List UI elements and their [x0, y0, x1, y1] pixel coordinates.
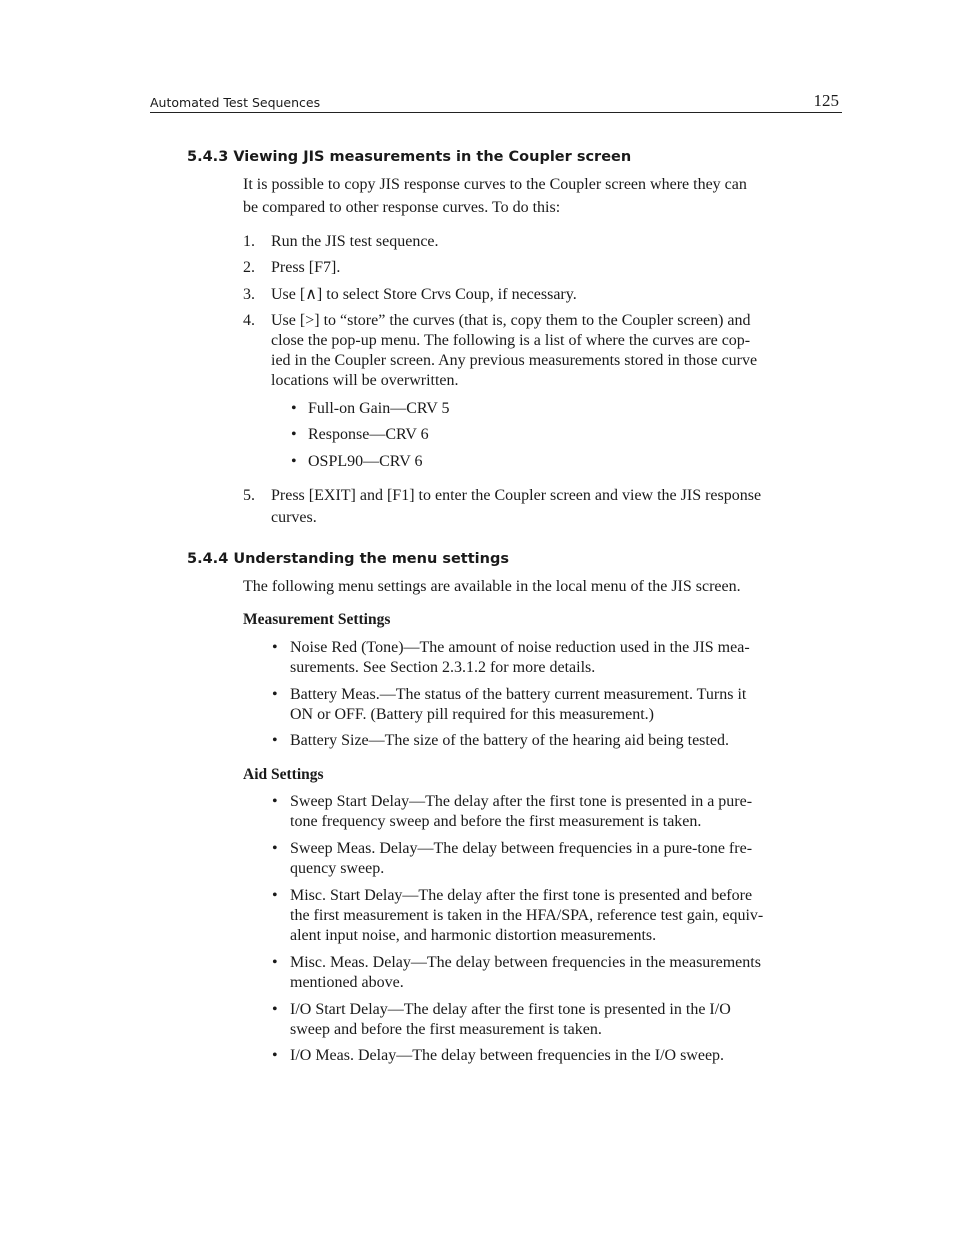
bullet-icon: •: [291, 426, 297, 443]
bullet-icon: •: [291, 453, 297, 470]
setting-item: [290, 953, 842, 993]
step-line: Press [EXIT] and [F1] to enter the Coupler screen and view the JIS response: [271, 487, 762, 504]
setting-line: surements. See Section 2.3.1.2 for more details.: [290, 659, 596, 676]
bullet-icon: •: [272, 954, 278, 971]
setting-item: [290, 792, 842, 832]
setting-line: the first measurement is taken in the HFA/SPA, reference test gain, equiv-: [290, 907, 764, 924]
curve-list-item: Full-on Gain—CRV 5: [308, 400, 450, 417]
bullet-icon: •: [272, 686, 278, 703]
setting-line: I/O Start Delay—The delay after the first tone is presented in the I/O: [290, 1001, 731, 1018]
measurement-settings-title: Measurement Settings: [243, 611, 391, 628]
bullet-icon: •: [291, 400, 297, 417]
setting-line: alent input noise, and harmonic distortion measurements.: [290, 927, 657, 944]
setting-line: quency sweep.: [290, 860, 385, 877]
setting-item: [290, 685, 842, 725]
step-line: locations will be overwritten.: [271, 372, 459, 389]
step-line: ied in the Coupler screen. Any previous measurements stored in those curve: [271, 352, 758, 369]
setting-item: [290, 731, 842, 751]
step-number: 2.: [243, 259, 255, 276]
setting-item: [290, 886, 842, 946]
bullet-icon: •: [272, 1047, 278, 1064]
running-header: [150, 90, 842, 113]
running-title: Automated Test Sequences: [150, 95, 321, 110]
setting-line: sweep and before the first measurement is taken.: [290, 1021, 602, 1038]
setting-item: [290, 1000, 842, 1040]
setting-line: Sweep Start Delay—The delay after the first tone is presented in a pure-: [290, 793, 753, 810]
step-line: curves.: [271, 509, 317, 526]
setting-line: Misc. Start Delay—The delay after the first tone is presented and before: [290, 887, 753, 904]
setting-line: Battery Meas.—The status of the battery current measurement. Turns it: [290, 686, 747, 703]
setting-line: Noise Red (Tone)—The amount of noise reduction used in the JIS mea-: [290, 639, 750, 656]
intro-line: be compared to other response curves. To do this:: [243, 199, 561, 216]
setting-item: [290, 839, 842, 879]
intro-line: It is possible to copy JIS response curves to the Coupler screen where they can: [243, 176, 747, 193]
step-line: Use [∧] to select Store Crvs Coup, if necessary.: [271, 286, 577, 303]
aid-settings-title: Aid Settings: [243, 766, 324, 783]
page-number: 125: [813, 91, 839, 110]
bullet-icon: •: [272, 732, 278, 749]
setting-item: [290, 1046, 842, 1066]
step-text: [271, 486, 843, 528]
section-intro: The following menu settings are available in the local menu of the JIS screen.: [243, 578, 741, 595]
section-heading-5-4-4: 5.4.4 Understanding the menu settings: [187, 551, 509, 567]
bullet-icon: •: [272, 1001, 278, 1018]
step-number: 1.: [243, 233, 255, 250]
step-number: 4.: [243, 312, 255, 329]
curve-list-item: Response—CRV 6: [308, 426, 429, 443]
setting-item: [290, 638, 842, 678]
bullet-icon: •: [272, 840, 278, 857]
setting-line: ON or OFF. (Battery pill required for this measurement.): [290, 706, 654, 723]
step-text: [271, 258, 843, 278]
setting-line: tone frequency sweep and before the first measurement is taken.: [290, 813, 702, 830]
setting-line: Misc. Meas. Delay—The delay between frequencies in the measurements: [290, 954, 761, 971]
step-line: close the pop-up menu. The following is a list of where the curves are cop-: [271, 332, 751, 349]
step-number: 5.: [243, 487, 255, 504]
bullet-icon: •: [272, 887, 278, 904]
curve-list-item: OSPL90—CRV 6: [308, 453, 423, 470]
step-text: [271, 311, 843, 391]
bullet-icon: •: [272, 639, 278, 656]
bullet-icon: •: [272, 793, 278, 810]
setting-line: I/O Meas. Delay—The delay between frequencies in the I/O sweep.: [290, 1047, 725, 1064]
setting-line: Sweep Meas. Delay—The delay between frequencies in a pure-tone fre-: [290, 840, 753, 857]
step-number: 3.: [243, 286, 255, 303]
step-line: Use [>] to “store” the curves (that is, copy them to the Coupler screen) and: [271, 312, 751, 329]
section-heading-5-4-3: 5.4.3 Viewing JIS measurements in the Coupler screen: [187, 149, 632, 165]
intro-paragraph: [243, 175, 747, 218]
setting-line: Battery Size—The size of the battery of the hearing aid being tested.: [290, 732, 729, 749]
step-text: [271, 285, 843, 305]
step-text: [271, 232, 843, 252]
step-line: Run the JIS test sequence.: [271, 233, 439, 250]
step-line: Press [F7].: [271, 259, 341, 276]
setting-line: mentioned above.: [290, 974, 404, 991]
